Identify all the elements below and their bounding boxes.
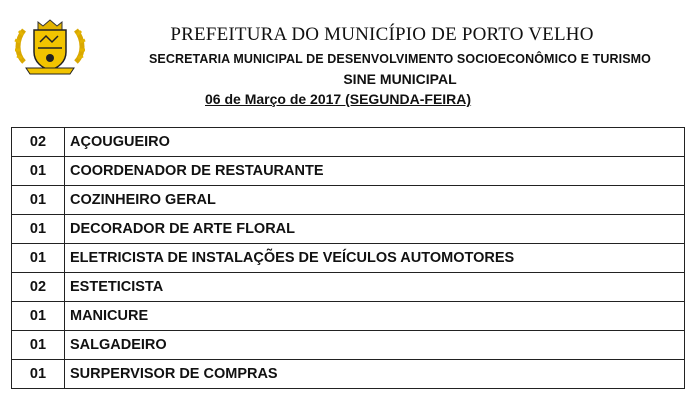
vacancy-qty: 01 (12, 360, 65, 389)
date-line: 06 de Março de 2017 (SEGUNDA-FEIRA) (205, 91, 472, 107)
table-row (12, 186, 685, 215)
vacancy-role: SURPERVISOR DE COMPRAS (65, 360, 685, 389)
page-title: PREFEITURA DO MUNICÍPIO DE PORTO VELHO (170, 24, 594, 45)
vacancy-qty: 02 (12, 273, 65, 302)
vacancy-qty: 01 (12, 215, 65, 244)
vacancy-qty: 01 (12, 302, 65, 331)
vacancy-role: COORDENADOR DE RESTAURANTE (65, 157, 685, 186)
vacancy-qty: 02 (12, 128, 65, 157)
vacancy-qty: 01 (12, 331, 65, 360)
department-name: SECRETARIA MUNICIPAL DE DESENVOLVIMENTO SOCIOECONÔMICO E TURISMO (148, 52, 652, 66)
table-row (12, 331, 685, 360)
table-row (12, 215, 685, 244)
table-row (12, 360, 685, 389)
vacancy-role: MANICURE (65, 302, 685, 331)
vacancy-qty: 01 (12, 186, 65, 215)
vacancies-table (11, 127, 685, 389)
vacancy-role: SALGADEIRO (65, 331, 685, 360)
table-row (12, 273, 685, 302)
vacancy-role: COZINHEIRO GERAL (65, 186, 685, 215)
table-row (12, 244, 685, 273)
vacancy-qty: 01 (12, 157, 65, 186)
vacancy-role: ELETRICISTA DE INSTALAÇÕES DE VEÍCULOS AUTOMOTORES (65, 244, 685, 273)
vacancy-qty: 01 (12, 244, 65, 273)
table-row (12, 128, 685, 157)
table-row (12, 302, 685, 331)
table-row (12, 157, 685, 186)
vacancy-role: DECORADOR DE ARTE FLORAL (65, 215, 685, 244)
vacancy-role: ESTETICISTA (65, 273, 685, 302)
vacancy-role: AÇOUGUEIRO (65, 128, 685, 157)
program-name: SINE MUNICIPAL (343, 71, 457, 87)
